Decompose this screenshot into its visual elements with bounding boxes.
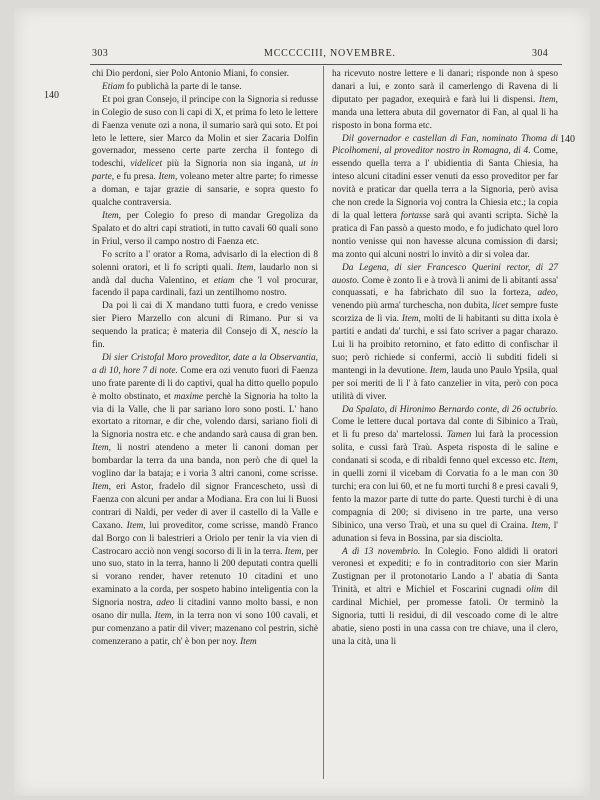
- paragraph: Di sier Cristofal Moro proveditor, date a la Observantia, a dì 10, hore 7 di note. Come era ozi venuto fuori di Faenza uno frate parente di li do captivi, qual ha ditto quello populo è molto obstinato, et maxime perchè la Signoria ha tolto la via di la Valle, che li par sariano loro sono posti. L' hano exortato a ritornar, e dir che, volendo darsi, sariano fioli di la Signoria nostra etc. e che andando sarà causa di gran ben. Item, li nostri atendeno a meter li canoni doman per bombardar la terra da una banda, non però che di quel la voglino dar la bataja; e i voria 3 altri canoni, come scrisse. Item, eri Astor, fradelo dil signor Francescheto, ussì di Faenza con alcuni per andar a Modiana. Era con lui li Buosi contrari di Naldi, per veder di aver il castello di la Valle e Caxano. Item, lui proveditor, come scrisse, mandò Franco dal Borgo con li balestrieri a Oriolo per tenir la via vien di Castrocaro acciò non vengi socorso di lì in la terra. Item, per uno suo, stato in la terra, hanno li 200 deputati contra quelli si vorano render, haver retenuto 10 citadini et uno examinato a la corda, per sospeto habino inteligentia con la Signoria nostra, adeo li citadini vanno molto bassi, e non osano dir nulla. Item, in la terra non vi sono 100 cavali, et pur comenzano a patir dil viver; mazenano col pestrin, sichè comenzerano a patir, ch' è bon per noy. Item: [92, 352, 319, 647]
- letter-heading: Da Spalato, di Hironimo Bernardo conte, di 26 octubrio.: [342, 404, 558, 415]
- column-divider: [323, 66, 324, 779]
- paragraph: Da Spalato, di Hironimo Bernardo conte, di 26 octubrio. Come le lettere ducal portava dal conte di Sibinico a Traù, et lì fu preso da' martelossi. Tamen lui farà la procession solita, e cussì farà Traù. Aspeta risposta di le saline e condanati si scoda, e di ribaldi fenno quel excesso etc. Item, in quelli zorni il vicebam di Corvatia fo a le man con 30 turchi; era con lui 60, et ne fu morti turchi 8 e presi cavali 9, fento la mazor parte di tutte do parte. Questi turchi è di una compagnia di 200; si diviseno in tre parte, una verso Sibinico, una verso Traù, et una su quel di Craina. Item, l' adunation si feva in Bossina, par sia disciolta.: [332, 404, 559, 544]
- page-number-left: 303: [92, 48, 109, 59]
- paragraph: Da Legena, di sier Francesco Querini rector, di 27 auosto. Come è zonto lì e à trovà li animi de li abitanti assa' conquassati, e ha fabrichato dil suo la forteza, adeo, venendo più arma' turchescha, non dubita, licet sempre fuste scorziza de lì via. Item, molti de li habitanti su ditta ixola è partiti e andati da' turchi, e ssi fato scriver a pagar charazo. Lui li ha proibito retornino, et fato editto di confischar il suo; però richiede si confermi, acciò li subditi fideli si mantengi in la devutione. Item, lauda uno Paulo Ypsila, qual per soi meriti de lì l' à fato canzelier in vita, però con poca utilità di viver.: [332, 262, 558, 402]
- paragraph: Et poi gran Consejo, il principe con la Signoria si redusse in Colegio de suso con li capi di X, et prima fo leto le lettere di Faenza venute ozi a nona, il sumario sarà qui soto. Et poi leto le lettere, sier Marco da Molin et sier Zacaria Dolfin governador, messeno certe parte zercha il fontego di todeschi, videlicet più la Signoria non sia inganà, ut in parte, e fu presa. Item, voleano meter altre parte; fo rimesse a doman, e tajar grazie di sansarie, e sopra questo fo qualche contraversia.: [92, 94, 319, 209]
- paragraph: ha ricevuto nostre lettere e li danari; risponde non à speso danari a lui, e zonto sarà il camerlengo di Ravena di li diputato per pagador, exequirà e farà lui li dispensi. Item, manda una lettera abuta dil governator di Fan, al qual li ha risposto in bona forma etc.: [332, 69, 558, 131]
- margin-number-right: 140: [560, 134, 575, 145]
- letter-heading: Di sier Cristofal Moro proveditor, date a la Observantia, a dì 10, hore 7 di note.: [92, 352, 318, 376]
- running-title: MCCCCCIII, NOVEMBRE.: [264, 48, 396, 59]
- paragraph: Dil governador e castellan di Fan, nominato Thoma di Picolhomeni, al proveditor nostro in Romagna, di 4. Come, essendo quella terra a l' ubidientia di Santa Chiesia, ha inteso alcuni citadini esser venuti da esso proveditor per far novità e praticar dar quella terra a la Signoria, però avisa che non crede la Signoria voj contra la Chiesia etc.; la copia di la qual lettera fortasse sarà qui avanti scripta. Sichè la pratica di Fan passò a questo modo, e fo judichato quel loro nontio venisse qui non havesse alcuna comission di darsi; ma zonto qui alcuni nostri lo invitò a dir si volea dar.: [332, 133, 558, 260]
- paragraph: Item, per Colegio fo preso di mandar Gregoliza da Spalato et do altri capi stratioti, in tutto cavali 60 quali sono in Friul, verso il campo nostro di Faenza etc.: [92, 210, 318, 247]
- letter-heading: Dil governador e castellan di Fan, nominato Thoma di Picolhomeni, al proveditor nostro in Romagna, di 4.: [332, 133, 558, 157]
- paragraph: A dì 13 novembrio. In Colegio. Fono aldidi li oratori veronesi et expediti; e fo in contraditorio con sier Marin Zustignan per il protonotario Lando a l' abatia di Santa Trinità, et altri e Michiel et Foscarini cugnadi olim dil cardinal Michiel, per promesse fatoli. Or terminò la Signoria, tutti li residui, di dil vescoado come di le altre abatie, sieno posti in una cassa con tre chiave, una il clero, una la cità, una li: [332, 546, 559, 647]
- paragraph: Da poi li cai di X mandano tutti fuora, e credo venisse sier Piero Marzello con alcuni di Rimano. Pur si va sequendo la pratica; è materia dil Consejo di X, nescio la fin.: [92, 301, 318, 351]
- letter-heading: Da Legena, di sier Francesco Querini rector, di 27 auosto.: [332, 262, 558, 286]
- left-column: [92, 68, 318, 649]
- document-page: [14, 8, 590, 796]
- running-header: [14, 48, 590, 62]
- date-heading: A dì 13 novembrio.: [342, 546, 421, 557]
- right-column: [332, 68, 558, 649]
- header-rule: [90, 64, 562, 65]
- margin-number-left: 140: [44, 90, 59, 101]
- paragraph: chi Dio perdoni, sier Polo Antonio Miani, fo consier.: [92, 69, 289, 79]
- paragraph: Etiam fo publichà la parte di le tanse.: [102, 81, 242, 92]
- paragraph: Fo scrito a l' orator a Roma, advisarlo di la election di 8 solenni oratori, et li fo scripti quali. Item, laudarlo non si andà dal ducha Valentino, et etiam che 'l vol procurar, facendo il papa cardinali, fazi un zentilhomo nostro.: [92, 249, 319, 299]
- page-number-right: 304: [532, 48, 549, 59]
